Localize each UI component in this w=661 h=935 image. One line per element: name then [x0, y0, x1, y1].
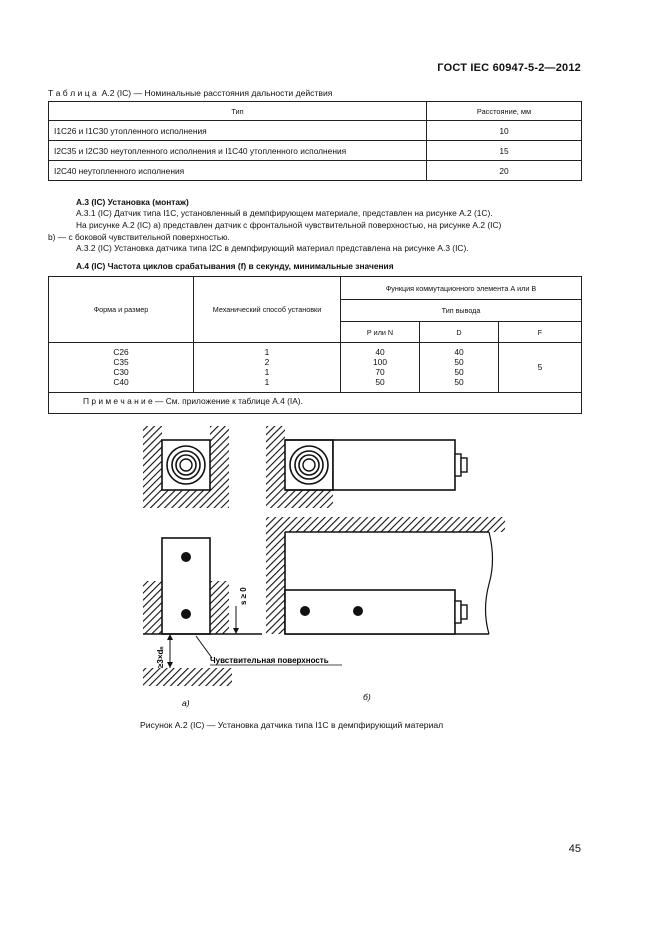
figure-caption: Рисунок А.2 (IC) — Установка датчика типа I1C в демпфирующий материал [140, 720, 444, 730]
cell-d: 50 [454, 357, 464, 367]
col-mount: Механический способ установки [194, 277, 341, 343]
damping-material [285, 517, 505, 532]
dim-s-label: s ≥ 0 [239, 587, 248, 605]
dim-d-label: ≥3×dₙ [156, 646, 165, 668]
col-pn: Р или N [341, 322, 420, 343]
cell-d: 50 [454, 367, 464, 377]
sensing-surface-label: Чувствительная поверхность [210, 656, 329, 665]
cell-pn: 50 [375, 377, 385, 387]
sensor-body [285, 590, 455, 634]
section-a3-p3: А.3.2 (IC) Установка датчика типа I2C в демпфирующий материал представлена на рисунке А.3 (IC). [76, 243, 469, 253]
page-number: 45 [568, 843, 581, 855]
section-a3-p2a: На рисунке А.2 (IC) а) представлен датчик с фронтальной чувствительной поверхностью, на рисунке А.2 (IC) [76, 220, 502, 230]
damping-material [210, 581, 229, 634]
col-output: Тип вывода [341, 300, 582, 322]
cell-form: C35 [113, 357, 129, 367]
cell-type: I2C40 неутопленного исполнения [49, 161, 427, 181]
cell-pn: 40 [375, 347, 385, 357]
cell-type: I1C26 и I1C30 утопленного исполнения [49, 121, 427, 141]
cell-pn: 100 [373, 357, 387, 367]
cell-mount: 1 [264, 347, 270, 357]
mounting-hole-icon [353, 606, 363, 616]
damping-material [143, 581, 162, 634]
section-a4-title: А.4 (IC) Частота циклов срабатывания (f) в секунду, минимальные значения [76, 261, 394, 271]
sensor-body [333, 440, 455, 490]
break-line [486, 532, 493, 634]
col-function: Функция коммутационного элемента А или В [341, 277, 582, 300]
standard-header: ГОСТ IEC 60947-5-2—2012 [437, 62, 581, 74]
col-f: F [499, 322, 582, 343]
damping-material [162, 490, 210, 508]
col-distance: Расстояние, мм [427, 102, 582, 121]
cell-mount: 1 [264, 367, 270, 377]
table-note: П р и м е ч а н и е — См. приложение к таблице А.4 (IA). [49, 393, 582, 414]
damping-material [266, 517, 285, 634]
mounting-hole-icon [181, 609, 191, 619]
cell-form: C26 [113, 347, 129, 357]
connector-icon [461, 605, 467, 619]
fig-a-front-view [143, 426, 229, 508]
fig-label-a: а) [182, 698, 190, 708]
col-d: D [420, 322, 499, 343]
cell-form: C30 [113, 367, 129, 377]
mounting-hole-icon [300, 606, 310, 616]
section-a3-title: А.3 (IC) Установка (монтаж) [76, 197, 189, 207]
mounting-hole-icon [181, 552, 191, 562]
damping-material [285, 490, 333, 508]
section-a3-p2b: b) — с боковой чувствительной поверхностью. [48, 232, 230, 242]
col-form: Форма и размер [49, 277, 194, 343]
fig-label-b: б) [363, 692, 371, 702]
cell-pn: 70 [375, 367, 385, 377]
cell-distance: 20 [427, 161, 582, 181]
fig-b-top-view [266, 426, 467, 508]
fig-b-side-view [266, 517, 505, 634]
section-a3-p1: А.3.1 (IC) Датчик типа I1C, установленный в демпфирующем материале, представлен на рисунке А.2 (1С). [76, 208, 493, 218]
target-plate [143, 668, 232, 686]
cell-d: 40 [454, 347, 464, 357]
cell-distance: 15 [427, 141, 582, 161]
col-type: Тип [49, 102, 427, 121]
connector-icon [461, 458, 467, 472]
cell-d: 50 [454, 377, 464, 387]
cell-mount: 1 [264, 377, 270, 387]
cell-form: C40 [113, 377, 129, 387]
table-a2-caption: Т а б л и ц а А.2 (IC) — Номинальные расстояния дальности действия [48, 88, 333, 98]
cell-distance: 10 [427, 121, 582, 141]
damping-material [210, 426, 229, 508]
cell-mount: 2 [264, 357, 270, 367]
sensor-body [162, 440, 210, 490]
damping-material [266, 426, 285, 508]
damping-material [143, 426, 162, 508]
cell-type: I2C35 и I2C30 неутопленного исполнения и I1C40 утопленного исполнения [49, 141, 427, 161]
cell-f: 5 [499, 343, 582, 393]
